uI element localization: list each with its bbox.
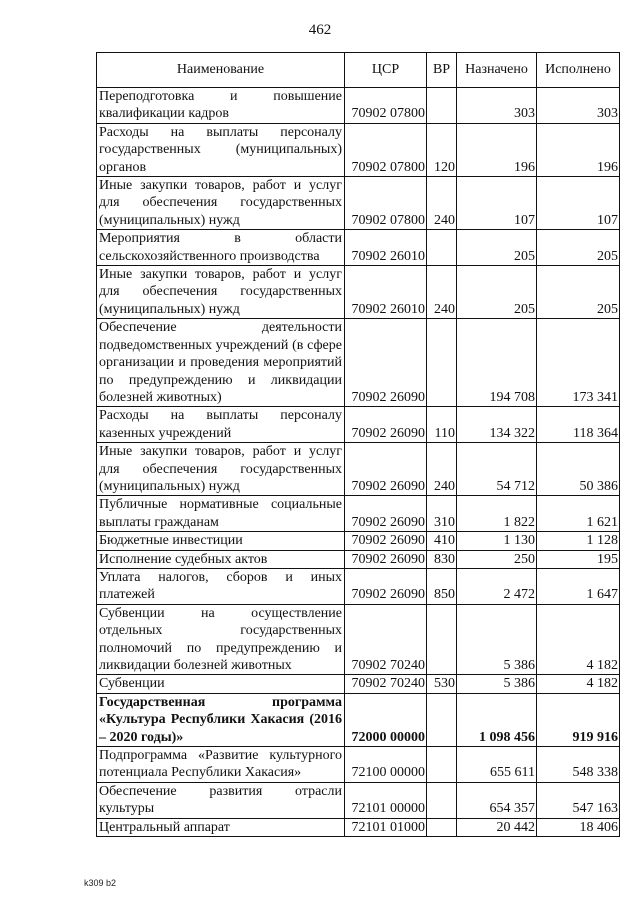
row-name: Исполнение судебных актов [97,550,345,568]
row-assigned: 654 357 [457,782,537,818]
row-name: Государственная программа «Культура Республики Хакасия (2016 – 2020 годы)» [97,693,345,746]
row-assigned: 107 [457,177,537,230]
table-row [97,266,620,319]
row-vr-code [427,693,457,746]
row-csr-code: 70902 26090 [345,532,427,550]
table-row [97,230,620,266]
row-executed: 1 621 [537,496,620,532]
row-executed: 548 338 [537,747,620,783]
row-assigned: 5 386 [457,604,537,675]
header-assigned: Назначено [457,53,537,88]
table-row [97,550,620,568]
table-row [97,782,620,818]
row-name: Подпрограмма «Развитие культурного потенциала Республики Хакасия» [97,747,345,783]
row-vr-code [427,747,457,783]
row-executed: 50 386 [537,443,620,496]
row-csr-code: 70902 26090 [345,443,427,496]
row-name: Субвенции [97,675,345,693]
row-assigned: 205 [457,266,537,319]
row-assigned: 1 130 [457,532,537,550]
row-vr-code: 240 [427,443,457,496]
row-vr-code [427,818,457,836]
row-vr-code [427,230,457,266]
row-csr-code: 72000 00000 [345,693,427,746]
row-vr-code [427,782,457,818]
header-vr: ВР [427,53,457,88]
row-csr-code: 70902 26090 [345,319,427,407]
row-executed: 173 341 [537,319,620,407]
row-csr-code: 72100 00000 [345,747,427,783]
row-name: Расходы на выплаты персоналу казенных учреждений [97,407,345,443]
row-assigned: 5 386 [457,675,537,693]
table-row [97,496,620,532]
row-vr-code: 310 [427,496,457,532]
row-csr-code: 70902 07800 [345,88,427,124]
row-executed: 547 163 [537,782,620,818]
row-assigned: 655 611 [457,747,537,783]
table-row [97,177,620,230]
table-row [97,568,620,604]
row-vr-code: 850 [427,568,457,604]
row-executed: 196 [537,123,620,176]
row-executed: 118 364 [537,407,620,443]
row-name: Иные закупки товаров, работ и услуг для обеспечения государственных (муниципальных) нужд [97,266,345,319]
table-row [97,747,620,783]
row-assigned: 1 098 456 [457,693,537,746]
row-vr-code [427,604,457,675]
row-assigned: 196 [457,123,537,176]
row-vr-code: 240 [427,266,457,319]
row-vr-code: 830 [427,550,457,568]
row-name: Бюджетные инвестиции [97,532,345,550]
row-csr-code: 70902 26010 [345,230,427,266]
page-number: 462 [308,22,332,38]
row-csr-code: 70902 26090 [345,568,427,604]
row-csr-code: 70902 70240 [345,604,427,675]
row-executed: 1 128 [537,532,620,550]
table-row [97,532,620,550]
row-name: Расходы на выплаты персоналу государственных (муниципальных) органов [97,123,345,176]
table-row [97,693,620,746]
row-csr-code: 70902 07800 [345,123,427,176]
row-csr-code: 70902 70240 [345,675,427,693]
table-body [97,88,620,837]
row-assigned: 303 [457,88,537,124]
table-row [97,443,620,496]
row-name: Обеспечение развития отрасли культуры [97,782,345,818]
row-csr-code: 70902 26090 [345,550,427,568]
row-executed: 205 [537,230,620,266]
row-vr-code: 110 [427,407,457,443]
row-vr-code: 530 [427,675,457,693]
row-name: Субвенции на осуществление отдельных государственных полномочий по предупреждению и ликвидации болезней животных [97,604,345,675]
table-row [97,675,620,693]
row-assigned: 1 822 [457,496,537,532]
row-name: Обеспечение деятельности подведомственных учреждений (в сфере организации и проведения мероприятий по предупреждению и ликвидации болезней животных) [97,319,345,407]
budget-table [96,52,620,837]
table-header-row [97,53,620,88]
row-vr-code: 240 [427,177,457,230]
row-executed: 107 [537,177,620,230]
row-executed: 1 647 [537,568,620,604]
row-assigned: 54 712 [457,443,537,496]
row-assigned: 20 442 [457,818,537,836]
row-csr-code: 70902 07800 [345,177,427,230]
table-row [97,604,620,675]
header-executed: Исполнено [537,53,620,88]
row-assigned: 205 [457,230,537,266]
table-row [97,319,620,407]
row-name: Центральный аппарат [97,818,345,836]
row-vr-code: 410 [427,532,457,550]
row-executed: 195 [537,550,620,568]
table-row [97,88,620,124]
row-name: Публичные нормативные социальные выплаты гражданам [97,496,345,532]
document-stamp: k309 b2 [84,878,117,888]
row-assigned: 134 322 [457,407,537,443]
row-name: Переподготовка и повышение квалификации кадров [97,88,345,124]
table-row [97,407,620,443]
header-name: Наименование [97,53,345,88]
row-csr-code: 70902 26010 [345,266,427,319]
table-row [97,123,620,176]
row-executed: 4 182 [537,675,620,693]
row-executed: 205 [537,266,620,319]
row-vr-code [427,319,457,407]
row-assigned: 194 708 [457,319,537,407]
row-assigned: 2 472 [457,568,537,604]
row-vr-code: 120 [427,123,457,176]
table-row [97,818,620,836]
row-csr-code: 72101 00000 [345,782,427,818]
row-executed: 4 182 [537,604,620,675]
row-vr-code [427,88,457,124]
row-name: Иные закупки товаров, работ и услуг для обеспечения государственных (муниципальных) нужд [97,177,345,230]
row-name: Иные закупки товаров, работ и услуг для обеспечения государственных (муниципальных) нужд [97,443,345,496]
row-executed: 18 406 [537,818,620,836]
row-assigned: 250 [457,550,537,568]
row-name: Мероприятия в области сельскохозяйственного производства [97,230,345,266]
row-csr-code: 70902 26090 [345,496,427,532]
row-csr-code: 72101 01000 [345,818,427,836]
row-executed: 919 916 [537,693,620,746]
row-csr-code: 70902 26090 [345,407,427,443]
row-name: Уплата налогов, сборов и иных платежей [97,568,345,604]
row-executed: 303 [537,88,620,124]
header-csr: ЦСР [345,53,427,88]
